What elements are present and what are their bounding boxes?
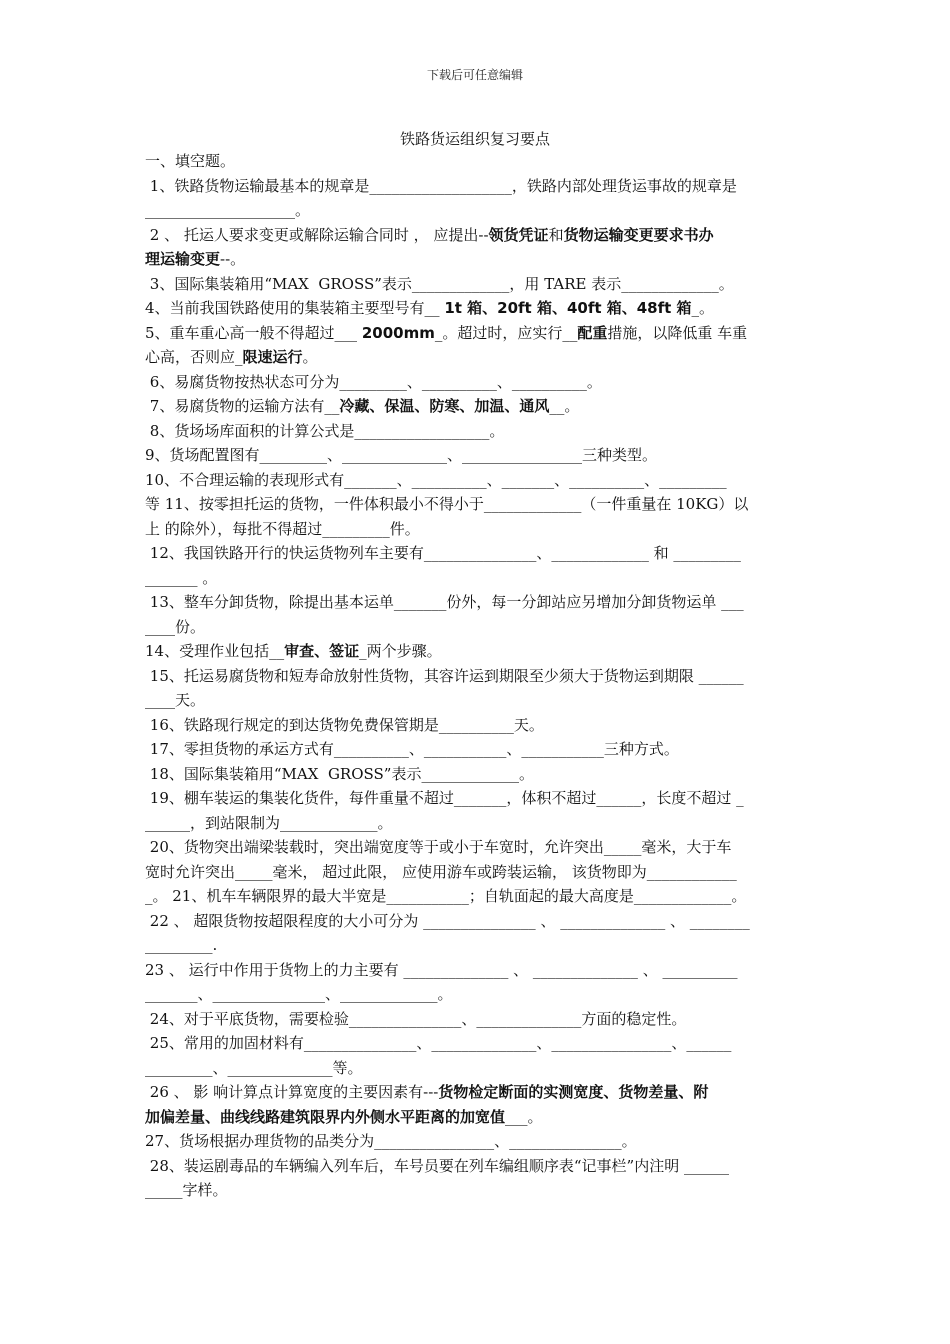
question-text: 20、货物突出端梁装载时，突出端宽度等于或小于车宽时，允许突出_____毫米，大于车 xyxy=(145,838,732,856)
question-text: 2 、 托运人要求变更或解除运输合同时 ， 应提出-- xyxy=(145,225,489,244)
page-header: 下载后可任意编辑 xyxy=(426,68,523,82)
answer-text: 审查、签证 xyxy=(284,642,360,660)
question-text: --。 xyxy=(220,250,246,268)
question-text: _。超过时，应实行__ xyxy=(434,323,578,342)
question-line xyxy=(145,688,807,713)
question-text: 宽时允许突出_____毫米， 超过此限， 应使用游车或跨装运输， 该货物即为____________ xyxy=(145,862,737,881)
question-line xyxy=(145,1031,807,1056)
question-line xyxy=(145,492,807,517)
question-text: 17、零担货物的承运方式有__________、___________、___________三种方式。 xyxy=(145,740,679,758)
question-line xyxy=(145,664,807,689)
question-line xyxy=(145,811,807,836)
question-line xyxy=(145,394,807,419)
question-line xyxy=(145,1105,807,1130)
question-text: 16、铁路现行规定的到达货物免费保管期是__________天。 xyxy=(145,715,544,734)
question-text: 7、易腐货物的运输方法有__ xyxy=(145,397,340,415)
question-text: 15、托运易腐货物和短寿命放射性货物，其容许运到期限至少须大于货物运到期限 ______ xyxy=(145,666,744,685)
question-line xyxy=(145,1178,807,1203)
question-line xyxy=(145,860,807,885)
question-text: _______、_______________、_____________。 xyxy=(145,985,453,1003)
question-text: 等 11、按零担托运的货物，一件体积最小不得小于_____________（一件重量在 10KG）以 xyxy=(145,495,749,513)
question-line xyxy=(145,1154,807,1179)
question-line xyxy=(145,590,807,615)
question-text: ____天。 xyxy=(145,691,206,709)
question-text: 12、我国铁路开行的快运货物列车主要有_______________、_____________ 和 _________ xyxy=(145,544,741,562)
question-line xyxy=(145,982,807,1007)
question-text: 1、铁路货物运输最基本的规章是___________________，铁路内部处理货运事故的规章是 xyxy=(145,176,737,195)
question-line xyxy=(145,1056,807,1081)
question-line xyxy=(145,370,807,395)
question-line xyxy=(145,247,807,272)
question-text: 心高，否则应_ xyxy=(145,348,243,366)
question-line xyxy=(145,713,807,738)
question-text: 18、国际集装箱用“MAX GROSS”表示_____________。 xyxy=(145,764,534,783)
question-text: 6、易腐货物按热状态可分为_________、__________、__________。 xyxy=(145,372,602,391)
question-text: _。 21、机车车辆限界的最大半宽是___________；自轨面起的最大高度是_____________。 xyxy=(145,887,747,905)
question-line xyxy=(145,468,807,493)
question-line xyxy=(145,933,807,958)
question-line xyxy=(145,566,807,591)
question-text: 10、不合理运输的表现形式有_______、__________、_______、__________、_________ xyxy=(145,470,727,489)
question-text: _______ 。 xyxy=(145,568,218,587)
question-text: ______，到站限制为_____________。 xyxy=(145,813,393,832)
question-line xyxy=(145,786,807,811)
answer-text: 加偏差量、曲线线路建筑限界内外侧水平距离的加宽值 xyxy=(145,1107,506,1126)
question-text: 19、棚车装运的集装化货件，每件重量不超过_______，体积不超过______，长度不超过 _ xyxy=(145,789,744,807)
question-text: 28、装运剧毒品的车辆编入列车后，车号员要在列车编组顺序表“记事栏”内注明 ______ xyxy=(145,1156,729,1175)
question-text: __。 xyxy=(549,397,580,415)
question-line xyxy=(145,198,807,223)
answer-text: 货物检定断面的实测宽度、货物差量、附 xyxy=(438,1083,709,1101)
question-text: 上 的除外），每批不得超过_________件。 xyxy=(145,519,420,538)
question-line xyxy=(145,223,807,248)
question-text: 14、受理作业包括__ xyxy=(145,642,285,660)
question-line xyxy=(145,321,807,346)
question-text: 25、常用的加固材料有_______________、______________、________________、______ xyxy=(145,1034,732,1052)
question-text: 4、当前我国铁路使用的集装箱主要型号有__ xyxy=(145,299,445,317)
question-line xyxy=(145,835,807,860)
question-line xyxy=(145,615,807,640)
question-text: _________. xyxy=(145,936,218,954)
question-text: 26 、 影 响计算点计算宽度的主要因素有--- xyxy=(145,1083,439,1101)
question-line xyxy=(145,517,807,542)
question-text: ___。 xyxy=(505,1107,543,1126)
question-text: _________、______________等。 xyxy=(145,1058,363,1077)
question-line xyxy=(145,762,807,787)
question-text: ____________________。 xyxy=(145,201,311,219)
question-line xyxy=(145,419,807,444)
question-line xyxy=(145,737,807,762)
question-text: _两个步骤。 xyxy=(359,642,442,660)
question-text: 9、货场配置图有_________、______________、________________三种类型。 xyxy=(145,446,658,464)
question-line xyxy=(145,1129,807,1154)
question-text: 。 xyxy=(302,348,318,366)
answer-text: 理运输变更 xyxy=(145,250,221,268)
answer-text: 配重 xyxy=(577,323,608,342)
question-line xyxy=(145,296,807,321)
document-title: 铁路货运组织复习要点 xyxy=(399,130,550,148)
question-line xyxy=(145,909,807,934)
question-line xyxy=(145,345,807,370)
answer-text: 冷藏、保温、防寒、加温、通风 xyxy=(339,397,550,415)
question-text: 措施，以降低重 车重 xyxy=(607,323,748,342)
question-text: 13、整车分卸货物，除提出基本运单_______份外，每一分卸站应另增加分卸货物运单 ___ xyxy=(145,593,744,611)
question-line xyxy=(145,541,807,566)
question-line xyxy=(145,639,807,664)
question-line xyxy=(145,174,807,199)
question-text: ____份。 xyxy=(145,617,206,636)
question-text: _____字样。 xyxy=(145,1181,228,1199)
question-line xyxy=(145,1080,807,1105)
answer-text: 领货凭证 xyxy=(488,225,549,244)
answer-text: 限速运行 xyxy=(242,348,303,366)
question-line xyxy=(145,272,807,297)
question-text: 3、国际集装箱用“MAX GROSS”表示_____________，用 TARE 表示_____________。 xyxy=(145,274,734,293)
question-text: 5、重车重心高一般不得超过___ xyxy=(145,323,362,342)
document-body xyxy=(145,149,807,1203)
question-text: 22 、 超限货物按超限程度的大小可分为 _______________ 、 ______________ 、 ________ xyxy=(145,911,750,930)
question-text: 23 、 运行中作用于货物上的力主要有 ______________ 、 ______________ 、 __________ xyxy=(145,960,738,979)
question-line xyxy=(145,884,807,909)
section-heading: 一、填空题。 xyxy=(145,152,236,170)
question-text: _。 xyxy=(691,299,715,317)
question-line xyxy=(145,1007,807,1032)
question-text: 和 xyxy=(548,225,564,244)
answer-text: 2000mm xyxy=(361,323,435,342)
question-text: 24、对于平底货物，需要检验_______________、______________方面的稳定性。 xyxy=(145,1009,687,1028)
answer-text: 1t 箱、20ft 箱、40ft 箱、48ft 箱 xyxy=(444,299,692,317)
question-line xyxy=(145,443,807,468)
question-text: 8、货场场库面积的计算公式是__________________。 xyxy=(145,421,505,440)
question-text: 27、货场根据办理货物的品类分为________________、_______________。 xyxy=(145,1132,637,1150)
answer-text: 货物运输变更要求书办 xyxy=(563,225,714,244)
question-line xyxy=(145,958,807,983)
